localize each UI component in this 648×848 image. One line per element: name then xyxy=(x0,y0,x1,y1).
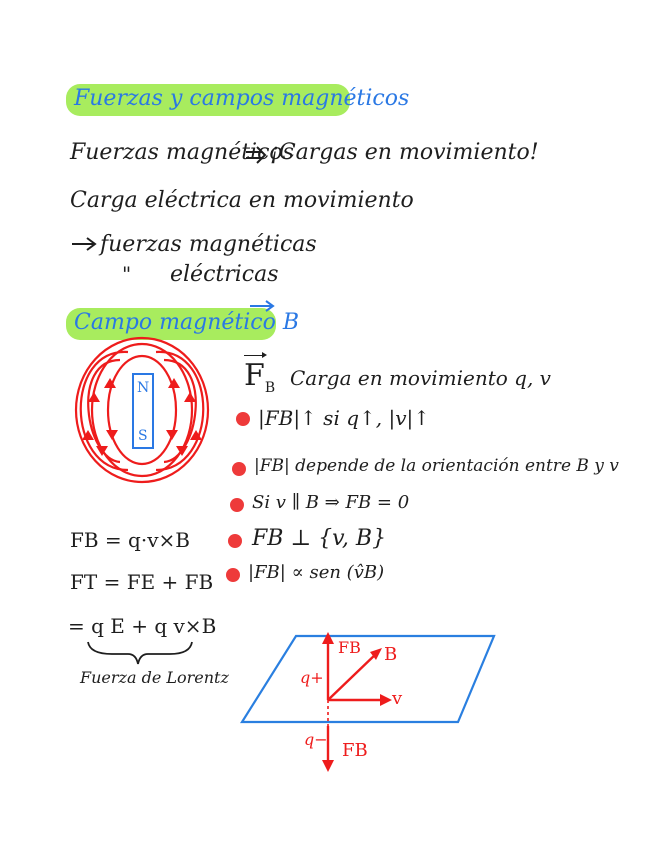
fb-description: Carga en movimiento q, v xyxy=(290,366,551,390)
fb-vector: F xyxy=(244,358,265,393)
bullet-4-text: FB ⊥ {v, B} xyxy=(252,526,387,551)
section-title-fuerzas: Fuerzas y campos magnéticos xyxy=(74,86,410,111)
equation-lorentz: = q E + q v×B xyxy=(68,614,217,638)
diagram-q-plus: q+ xyxy=(300,668,324,687)
diagram-fb-top: FB xyxy=(338,638,361,657)
b1-rest: B|↑ si q↑, |v|↑ xyxy=(278,406,431,430)
ditto-mark: " xyxy=(122,262,132,286)
magnet-north-label: N xyxy=(137,380,150,396)
b1-part: |F xyxy=(258,406,279,430)
section-title-campo: Campo magnético B xyxy=(74,310,299,335)
line-cargas-en-movimiento: ¡Cargas en movimiento! xyxy=(270,140,539,165)
diagram-fb-bottom: FB xyxy=(342,740,368,761)
bullet-2-text: |FB| depende de la orientación entre B y v xyxy=(254,456,619,476)
diagram-b: B xyxy=(384,644,398,665)
lorentz-label: Fuerza de Lorentz xyxy=(80,668,229,687)
diagram-v: v xyxy=(392,688,403,709)
equation-ft: FT = FE + FB xyxy=(70,570,214,594)
magnet-south-label: S xyxy=(138,428,148,444)
line-electricas: eléctricas xyxy=(170,262,279,287)
diagram-q-minus: q− xyxy=(304,730,328,749)
equation-fb: FB = q·v×B xyxy=(70,528,190,552)
line-fuerzas-magneticas: Fuerzas magnéticos xyxy=(70,140,294,165)
fb-subscript: B xyxy=(264,380,276,396)
line-carga-electrica: Carga eléctrica en movimiento xyxy=(70,188,414,213)
line-fuerzas-magneticas-2: fuerzas magnéticas xyxy=(100,232,317,257)
bullet-3-text: Si v ∥ B ⇒ FB = 0 xyxy=(252,492,410,513)
bullet-5-text: |FB| ∝ sen (v̂B) xyxy=(248,562,385,583)
